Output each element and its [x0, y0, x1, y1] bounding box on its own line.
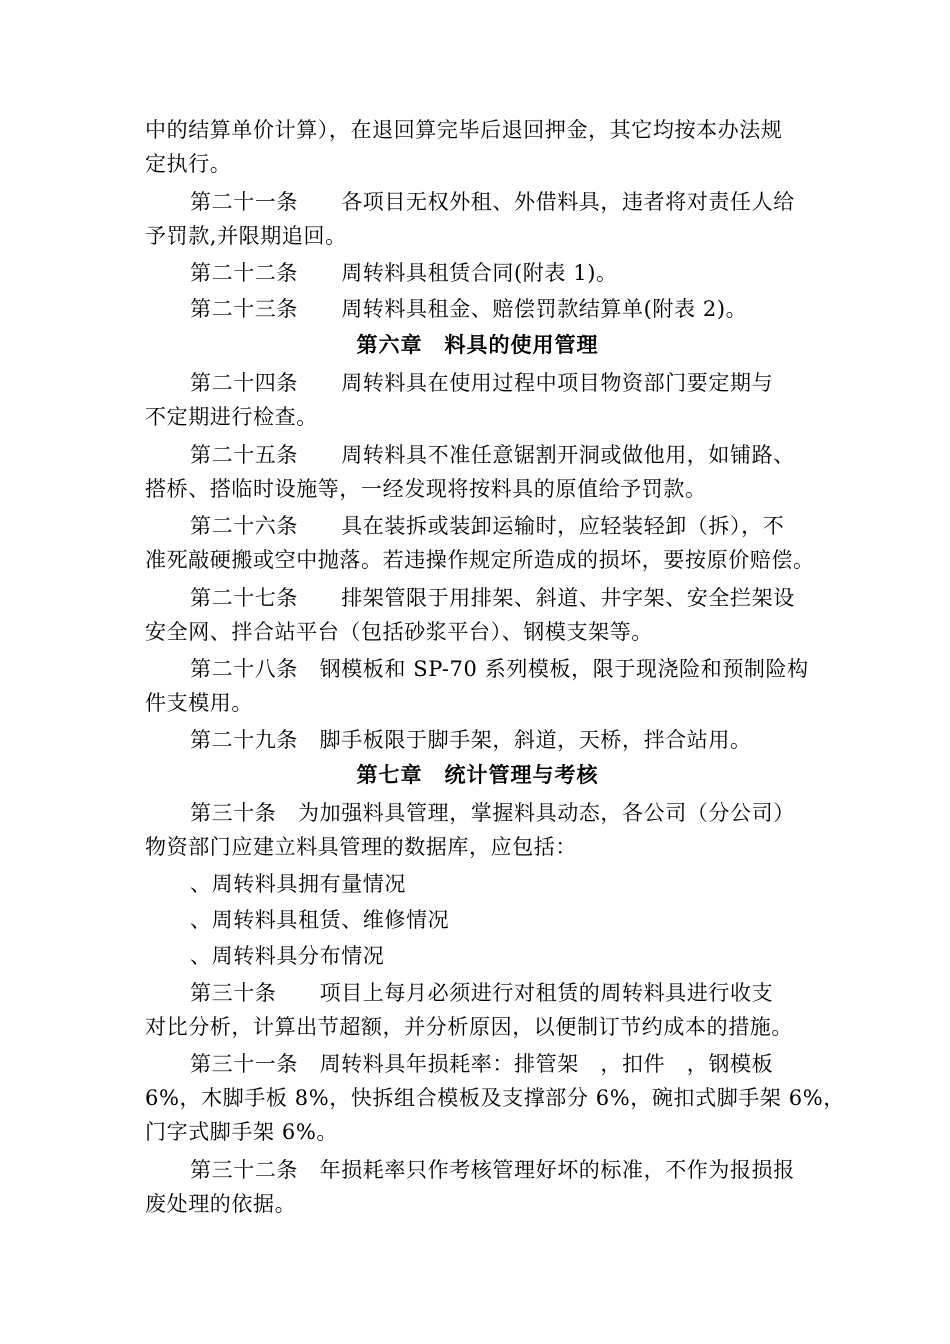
article-27: 第二十七条 排架管限于用排架、斜道、井字架、安全拦架设: [190, 586, 795, 610]
article-24: 第二十四条 周转料具在使用过程中项目物资部门要定期与: [190, 371, 774, 395]
text-line: 物资部门应建立料具管理的数据库，应包括：: [145, 835, 577, 859]
text-line: 对比分析，计算出节超额，并分析原因，以便制订节约成本的措施。: [145, 1015, 793, 1039]
list-item: 、周转料具分布情况: [190, 944, 385, 968]
list-item: 、周转料具租赁、维修情况: [190, 908, 450, 932]
text-line: 件支模用。: [145, 691, 253, 715]
text-line: 6%，木脚手板 8%，快拆组合模板及支撑部分 6%，碗扣式脚手架 6%，: [145, 1086, 845, 1110]
list-item: 、周转料具拥有量情况: [190, 872, 406, 896]
text-line: 门字式脚手架 6%。: [145, 1120, 338, 1144]
article-26: 第二十六条 具在装拆或装卸运输时，应轻装轻卸（拆），不: [190, 514, 785, 538]
article-25: 第二十五条 周转料具不准任意锯割开洞或做他用，如铺路、: [190, 443, 795, 467]
article-28: 第二十八条 钢模板和 SP-70 系列模板，限于现浇险和预制险构: [190, 657, 809, 681]
chapter-7-heading: 第七章 统计管理与考核: [356, 763, 599, 787]
chapter-6-heading: 第六章 料具的使用管理: [356, 333, 599, 357]
text-line: 搭桥、搭临时设施等，一经发现将按料具的原值给予罚款。: [145, 477, 707, 501]
text-line: 中的结算单价计算），在退回算完毕后退回押金，其它均按本办法规: [145, 118, 783, 142]
text-line: 安全网、拌合站平台（包括砂浆平台）、钢模支架等。: [145, 620, 653, 644]
text-line: 定执行。: [145, 152, 232, 176]
article-30b: 第三十条 项目上每月必须进行对租赁的周转料具进行收支: [190, 981, 774, 1005]
article-30: 第三十条 为加强料具管理，掌握料具动态，各公司（分公司）: [190, 801, 795, 825]
text-line: 不定期进行检查。: [145, 405, 318, 429]
article-32: 第三十二条 年损耗率只作考核管理好坏的标准，不作为报损报: [190, 1158, 795, 1182]
article-22: 第二十二条 周转料具租赁合同(附表 1)。: [190, 261, 618, 285]
article-23: 第二十三条 周转料具租金、赔偿罚款结算单(附表 2)。: [190, 297, 748, 321]
text-line: 予罚款,并限期追回。: [145, 224, 347, 248]
article-21: 第二十一条 各项目无权外租、外借料具，违者将对责任人给: [190, 190, 795, 214]
text-line: 准死敲硬搬或空中抛落。若违操作规定所造成的损坏，要按原价赔偿。: [145, 548, 815, 572]
article-31: 第三十一条 周转料具年损耗率：排管架 ，扣件 ，钢模板: [190, 1052, 774, 1076]
article-29: 第二十九条 脚手板限于脚手架，斜道，天桥，拌合站用。: [190, 728, 752, 752]
text-line: 废处理的依据。: [145, 1192, 297, 1216]
